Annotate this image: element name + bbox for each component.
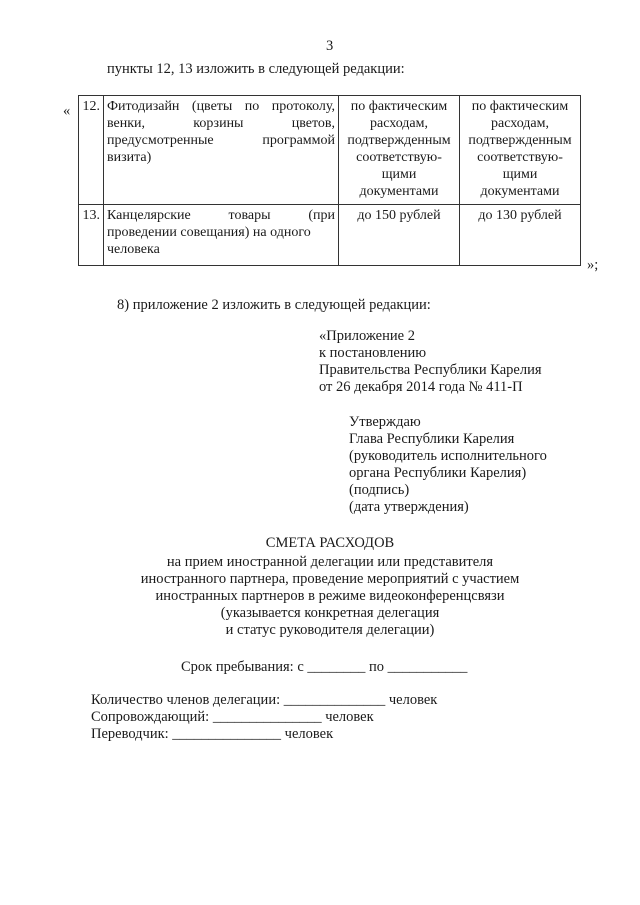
desc-line: предусмотренные программой [107, 133, 335, 148]
cost-line: по фактическим [471, 99, 569, 114]
intro-line: пункты 12, 13 изложить в следующей редакции: [107, 61, 405, 77]
translator-line: Переводчик: _______________ человек [91, 726, 334, 742]
quote-close: »; [587, 257, 599, 273]
approval-line: (подпись) [349, 482, 410, 498]
cost-line: расходам, [369, 116, 428, 131]
approval-line: Утверждаю [349, 414, 421, 430]
escort-line: Сопровождающий: _______________ человек [91, 709, 374, 725]
approval-line: органа Республики Карелия) [349, 465, 527, 481]
approval-line: (дата утверждения) [349, 499, 469, 515]
cost-line: подтвержденным [347, 133, 451, 148]
delegation-fields [91, 692, 437, 743]
heading-line: и статус руководителя делегации) [225, 622, 435, 638]
members-count-line: Количество членов делегации: ______________ человек [91, 692, 438, 708]
estimate-heading [0, 535, 640, 639]
approval-block [349, 414, 547, 516]
cost-column-2 [460, 205, 581, 266]
cost-line: щими [381, 167, 417, 182]
desc-line: визита) [107, 150, 152, 165]
table-row [79, 96, 581, 205]
cost-line: до 150 рублей [357, 208, 441, 223]
stay-period: Срок пребывания: с ________ по ___________ [181, 659, 468, 675]
appendix-line: Правительства Республики Карелия [319, 362, 542, 378]
cost-line: соответствую- [477, 150, 563, 165]
heading-line: иностранного партнера, проведение мероприятий с участием [140, 571, 520, 587]
desc-line: венки, корзины цветов, [107, 116, 335, 131]
appendix-line: «Приложение 2 [319, 328, 415, 344]
table-row [79, 205, 581, 266]
cost-column-2 [460, 96, 581, 205]
cost-column-1 [339, 96, 460, 205]
approval-line: Глава Республики Карелия [349, 431, 515, 447]
cost-line: до 130 рублей [478, 208, 562, 223]
desc-line: человека [107, 242, 160, 257]
desc-line: Фитодизайн (цветы по протоколу, [107, 99, 335, 114]
cost-line: расходам, [490, 116, 549, 131]
page-number: 3 [326, 38, 334, 54]
row-number: 12. [79, 96, 104, 205]
appendix-line: к постановлению [319, 345, 427, 361]
row-description [104, 96, 339, 205]
row-description [104, 205, 339, 266]
cost-column-1 [339, 205, 460, 266]
heading-line: (указывается конкретная делегация [220, 605, 440, 621]
cost-line: щими [502, 167, 538, 182]
desc-line: проведении совещания) на одного [107, 225, 311, 240]
estimate-title: СМЕТА РАСХОДОВ [265, 535, 395, 551]
cost-line: подтвержденным [468, 133, 572, 148]
expense-table [78, 95, 581, 266]
cost-line: документами [359, 184, 439, 199]
appendix-header [319, 328, 542, 396]
cost-line: соответствую- [356, 150, 442, 165]
approval-line: (руководитель исполнительного [349, 448, 547, 464]
cost-line: по фактическим [350, 99, 448, 114]
quote-open: « [63, 103, 71, 119]
cost-line: документами [480, 184, 560, 199]
heading-line: на прием иностранной делегации или представителя [166, 554, 494, 570]
heading-line: иностранных партнеров в режиме видеоконференцсвязи [155, 588, 505, 604]
appendix-line: от 26 декабря 2014 года № 411-П [319, 379, 523, 395]
item-8: 8) приложение 2 изложить в следующей редакции: [117, 297, 431, 313]
desc-line: Канцелярские товары (при [107, 208, 335, 223]
row-number: 13. [79, 205, 104, 266]
